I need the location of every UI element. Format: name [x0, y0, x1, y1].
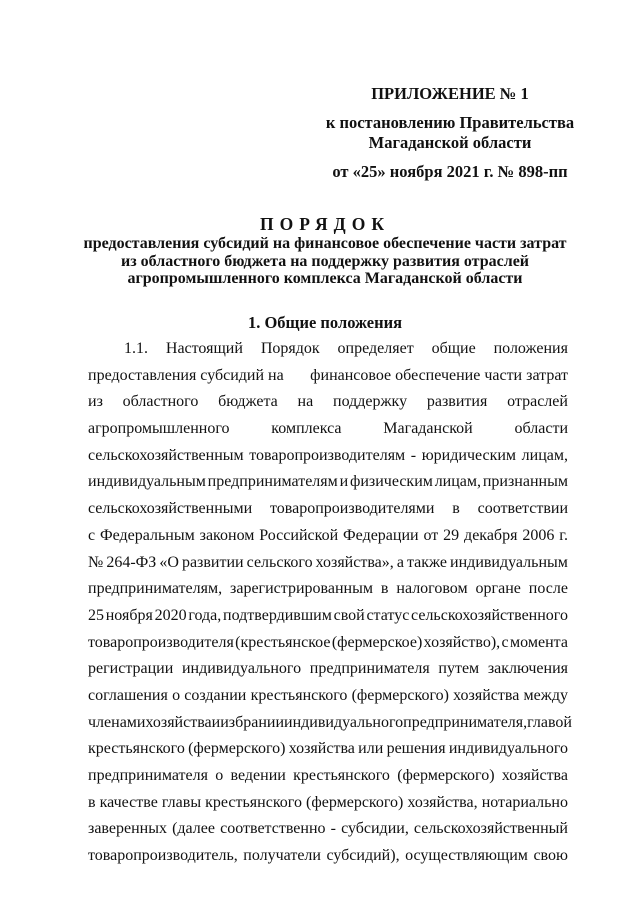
text-word: (фермерского) — [306, 793, 404, 811]
text-word: свой — [333, 606, 365, 624]
text-line — [88, 496, 568, 523]
text-word: положения — [493, 340, 568, 357]
text-word: хозяйства — [501, 767, 568, 784]
text-word: - — [330, 820, 336, 838]
text-word: статус — [366, 606, 410, 624]
text-word: - — [410, 446, 417, 464]
text-word: на — [297, 393, 314, 411]
text-word: (фермерского) — [188, 740, 286, 758]
appendix-block — [300, 84, 600, 182]
text-word: г. — [559, 526, 568, 544]
text-line — [88, 363, 568, 390]
text-word: Магаданской — [383, 420, 473, 438]
text-word: (крестьянское — [235, 633, 331, 651]
text-word: развитии — [181, 553, 244, 571]
document-subtitle — [60, 235, 590, 288]
text-word: законом — [199, 526, 255, 544]
text-word: осуществляющим — [405, 847, 528, 865]
text-word: и — [339, 473, 349, 491]
text-word: ведении — [230, 767, 286, 784]
text-line — [88, 389, 568, 416]
text-word: соответственно — [220, 820, 326, 838]
text-word: лицам, — [521, 446, 568, 464]
text-word: декабря — [464, 526, 518, 544]
text-word: избрании — [220, 713, 285, 731]
text-word: крестьянского — [205, 793, 302, 811]
text-line — [88, 443, 568, 470]
text-word: предпринимателям, — [88, 580, 223, 598]
text-word: Российской — [259, 526, 339, 544]
text-word: (фермерское) — [331, 633, 423, 651]
text-word: главы — [161, 793, 202, 811]
text-word: получатели — [243, 847, 321, 865]
text-word: путем — [438, 660, 480, 678]
text-word: а — [396, 553, 404, 571]
text-word: 25 — [88, 606, 104, 624]
text-word: товаропроизводитель, — [88, 847, 238, 865]
text-word: членами — [88, 713, 146, 731]
text-word: хозяйства, — [407, 793, 478, 811]
text-word: (фермерского) — [397, 767, 495, 784]
text-word: финансовое обеспечение части затрат — [310, 366, 568, 384]
text-line — [88, 416, 568, 443]
text-word: лицам, — [434, 473, 482, 491]
text-word: решения — [386, 740, 446, 758]
text-word: (фермерского) — [351, 686, 449, 704]
text-word: сельскохозяйственными — [88, 500, 253, 518]
text-word: предпринимателя — [88, 767, 208, 784]
text-word: развития — [426, 393, 488, 411]
text-word: заключения — [487, 660, 568, 678]
text-word: крестьянского — [293, 767, 390, 784]
text-word: заверенных — [88, 820, 167, 838]
text-word: также — [406, 553, 447, 571]
text-word: сельскохозяйственным — [88, 446, 244, 464]
text-word: крестьянского — [250, 686, 348, 704]
text-line — [88, 736, 568, 763]
text-word: признанным — [482, 473, 568, 491]
text-word: между — [523, 686, 568, 704]
appendix-date-line: от «25» ноября 2021 г. № 898-пп — [332, 162, 568, 181]
text-word: хозяйства — [453, 686, 520, 704]
text-word: зарегистрированным — [230, 580, 373, 598]
text-word: и — [211, 713, 221, 731]
text-line — [88, 603, 568, 630]
text-word: хозяйство), — [423, 633, 501, 651]
subtitle-line: из областного бюджета на поддержку развития отраслей — [120, 252, 530, 270]
text-line — [88, 683, 568, 710]
text-word: товаропроизводителями — [269, 500, 435, 518]
text-word: года, — [188, 606, 222, 624]
text-word: 29 — [443, 526, 460, 544]
text-word: о — [172, 686, 181, 704]
text-word: сельского — [246, 553, 313, 571]
text-word: качестве — [99, 793, 158, 811]
text-word: или — [358, 740, 384, 758]
text-line — [88, 710, 572, 737]
text-word: соглашения — [88, 686, 168, 704]
text-word: регистрации — [88, 660, 174, 678]
subtitle-line: агропромышленного комплекса Магаданской области — [127, 270, 523, 287]
text-word: свою — [533, 847, 568, 865]
text-word: 2006 — [522, 526, 555, 544]
text-word: отраслей — [507, 393, 568, 411]
text-word: в — [380, 580, 389, 598]
document-title-block — [60, 213, 590, 288]
text-word: хозяйства», — [315, 553, 394, 571]
appendix-region-line: Магаданской области — [368, 133, 532, 152]
text-line — [88, 843, 568, 870]
text-word: юридическим — [421, 446, 517, 464]
section-heading: 1. Общие положения — [247, 313, 403, 332]
text-word: 264-ФЗ — [106, 553, 157, 571]
body-paragraph — [88, 336, 572, 870]
text-word: создании — [184, 686, 247, 704]
text-line — [88, 763, 568, 790]
text-word: о — [215, 767, 224, 784]
text-word: органе — [475, 580, 521, 598]
text-word: с — [88, 526, 96, 544]
text-word: индивидуальным — [88, 473, 206, 491]
text-word: поддержку — [333, 393, 408, 411]
text-word: ноября — [105, 606, 153, 624]
text-word: соответствии — [477, 500, 568, 518]
text-word: предоставления субсидий на — [88, 366, 284, 384]
text-word: агропромышленного — [88, 420, 230, 438]
text-word: из — [88, 393, 103, 411]
text-word: индивидуальным — [450, 553, 568, 571]
text-word: хозяйства — [145, 713, 212, 731]
text-line — [88, 336, 568, 363]
text-word: физическим — [349, 473, 433, 491]
text-line — [88, 469, 568, 496]
text-word: 1.1. — [124, 340, 148, 357]
text-line — [88, 576, 568, 603]
text-word: субсидий), — [326, 847, 400, 865]
text-word: налоговом — [396, 580, 468, 598]
text-word: товаропроизводителя — [88, 633, 234, 651]
text-word: (далее — [172, 820, 215, 838]
text-word: комплекса — [271, 420, 342, 438]
text-word: 2020 — [154, 606, 187, 624]
text-word: в — [452, 500, 460, 518]
appendix-title: ПРИЛОЖЕНИЕ № 1 — [371, 84, 529, 103]
appendix-resolution-line: к постановлению Правительства — [325, 113, 575, 132]
text-word: общие — [431, 340, 476, 357]
text-word: с — [501, 633, 509, 651]
text-word: хозяйства — [288, 740, 355, 758]
subtitle-line: предоставления субсидий на финансовое обеспечение части затрат — [83, 235, 567, 252]
text-line — [88, 816, 568, 843]
text-line — [88, 550, 568, 577]
text-word: крестьянского — [88, 740, 185, 758]
text-word: в — [88, 793, 96, 811]
text-word: № — [88, 553, 104, 571]
text-word: предпринимателя — [309, 660, 430, 678]
text-word: предпринимателя, — [403, 713, 528, 731]
text-word: Порядок — [260, 340, 320, 357]
text-word: момента — [510, 633, 568, 651]
text-word: «О — [159, 553, 179, 571]
text-word: нотариально — [481, 793, 568, 811]
text-word: подтвердившим — [223, 606, 332, 624]
text-word: Федерации — [343, 526, 419, 544]
text-word: индивидуального — [284, 713, 404, 731]
text-word: бюджета — [218, 393, 278, 411]
text-line — [88, 523, 568, 550]
text-word: областного — [122, 393, 199, 411]
text-word: индивидуального — [448, 740, 568, 758]
text-line — [88, 630, 568, 657]
text-word: сельскохозяйственный — [413, 820, 568, 838]
text-word: субсидии, — [341, 820, 409, 838]
text-word: Настоящий — [165, 340, 243, 357]
text-word: главой — [527, 713, 572, 731]
text-word: от — [423, 526, 439, 544]
text-word: сельскохозяйственного — [411, 606, 568, 624]
text-line — [88, 790, 568, 817]
text-word: товаропроизводителям — [249, 446, 406, 464]
text-word: индивидуального — [181, 660, 302, 678]
text-word: предпринимателям — [207, 473, 338, 491]
text-word: Федеральным — [100, 526, 195, 544]
document-title: ПОРЯДОК — [259, 214, 391, 234]
text-word: области — [514, 420, 568, 438]
text-line — [88, 656, 568, 683]
text-word: определяет — [337, 340, 414, 357]
text-word: после — [528, 580, 568, 598]
